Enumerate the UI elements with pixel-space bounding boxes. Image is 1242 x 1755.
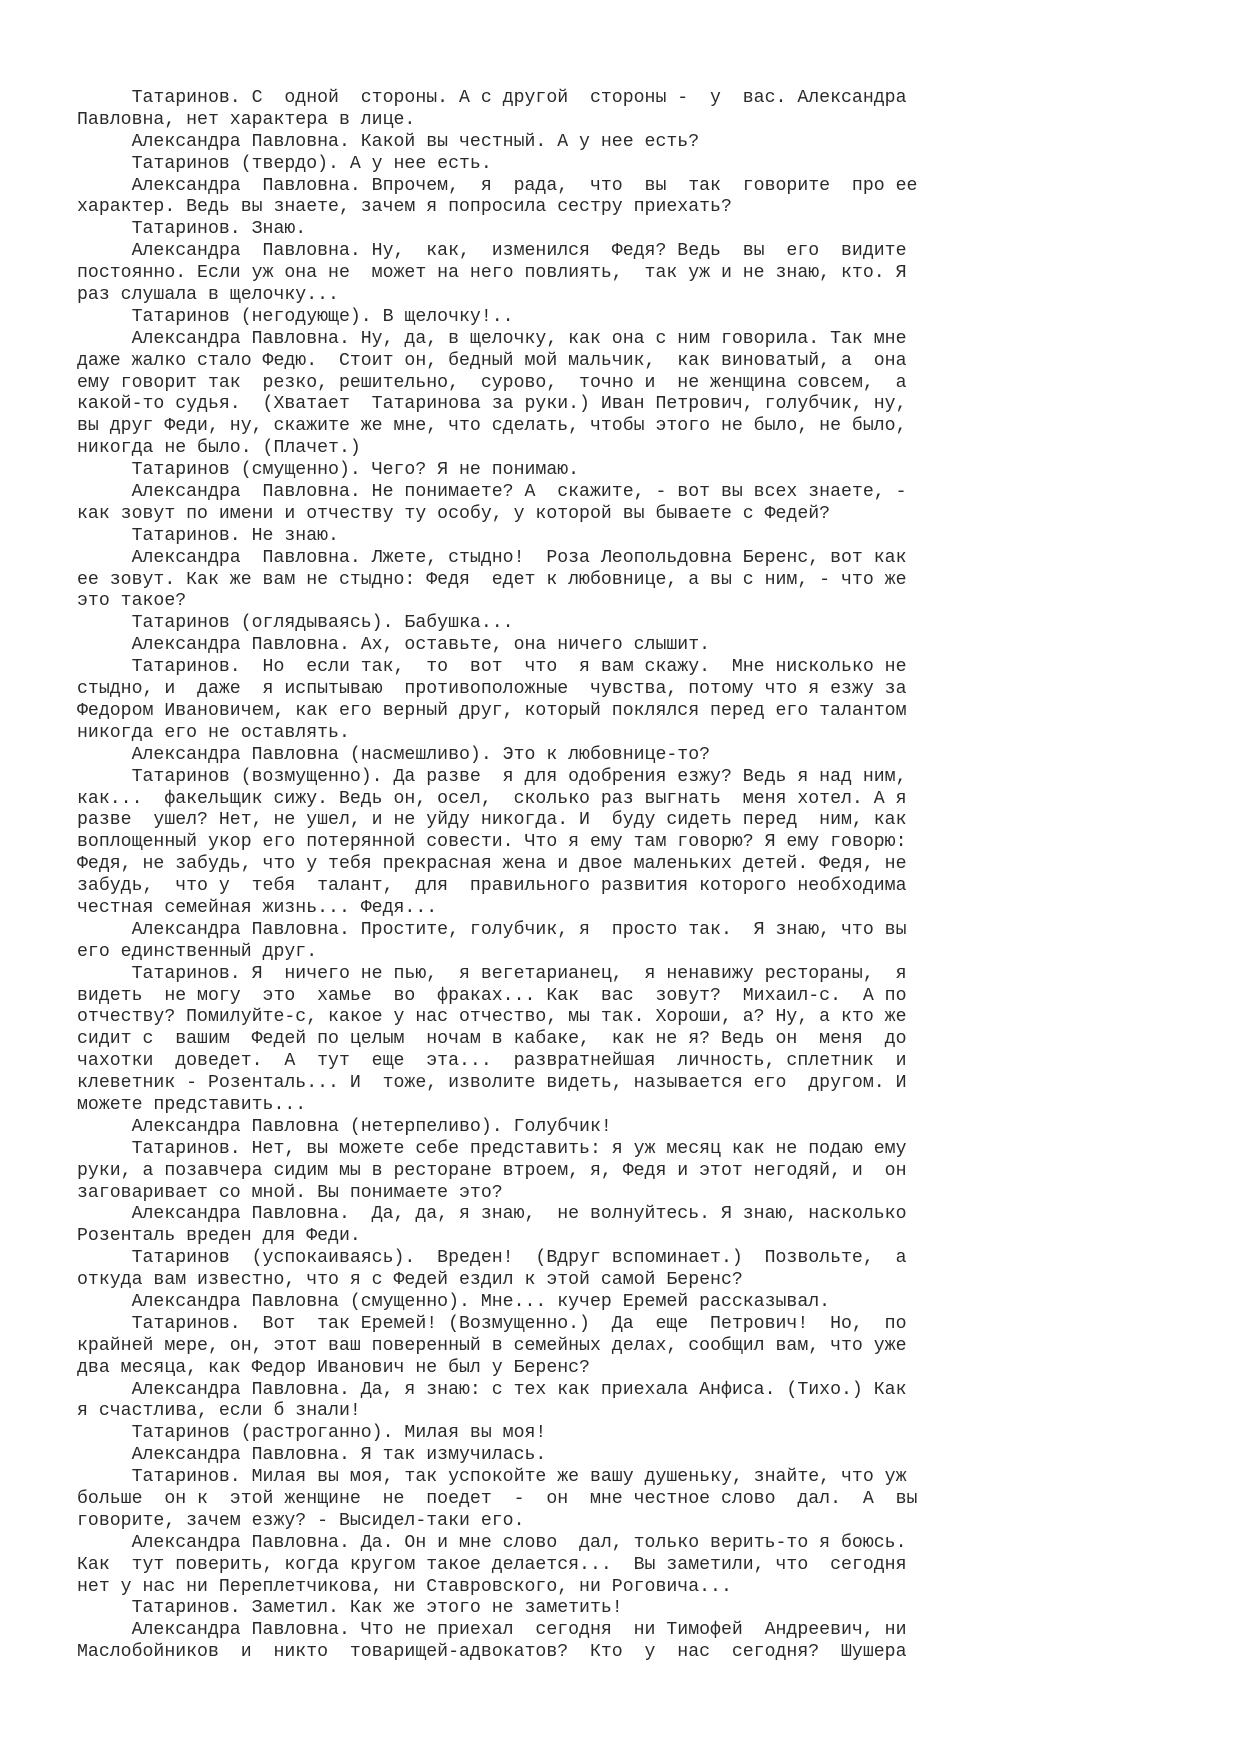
text-line: Павловна, нет характера в лице. xyxy=(77,109,416,130)
text-line: забудь, что у тебя талант, для правильного развития которого необходима xyxy=(77,876,907,897)
text-line: говорите, зачем езжу? - Высидел-таки его. xyxy=(77,1510,525,1531)
document-page xyxy=(77,88,1027,1664)
text-line: как... факельщик сижу. Ведь он, осел, сколько раз выгнать меня хотел. А я xyxy=(77,788,907,809)
text-line: какой-то судья. (Хватает Татаринова за руки.) Иван Петрович, голубчик, ну, xyxy=(77,394,907,415)
text-line: Александра Павловна. Простите, голубчик, я просто так. Я знаю, что вы xyxy=(77,919,907,940)
text-line: отчеству? Помилуйте-с, какое у нас отчество, мы так. Хороши, а? Ну, а кто же xyxy=(77,1007,907,1028)
text-line: можете представить... xyxy=(77,1094,307,1115)
text-line: раз слушала в щелочку... xyxy=(77,285,339,306)
text-line: заговаривает со мной. Вы понимаете это? xyxy=(77,1182,503,1203)
text-line: характер. Ведь вы знаете, зачем я попросила сестру приехать? xyxy=(77,197,732,218)
text-line: Александра Павловна. Что не приехал сегодня ни Тимофей Андреевич, ни xyxy=(77,1620,907,1641)
text-line: Татаринов. Вот так Еремей! (Возмущенно.) Да еще Петрович! Но, по xyxy=(77,1313,907,1334)
text-line: Александра Павловна. Лжете, стыдно! Роза Леопольдовна Беренс, вот как xyxy=(77,547,907,568)
text-line: Александра Павловна. Ах, оставьте, она ничего слышит. xyxy=(77,635,711,656)
text-line: ему говорит так резко, решительно, сурово, точно и не женщина совсем, а xyxy=(77,372,907,393)
text-line: Татаринов. Нет, вы можете себе представить: я уж месяц как не подаю ему xyxy=(77,1138,907,1159)
text-line: Маслобойников и никто товарищей-адвокатов? Кто у нас сегодня? Шушера xyxy=(77,1642,907,1663)
text-line: Розенталь вреден для Феди. xyxy=(77,1226,361,1247)
text-line: руки, а позавчера сидим мы в ресторане втроем, я, Федя и этот негодяй, и он xyxy=(77,1160,907,1181)
text-line: никогда его не оставлять. xyxy=(77,722,350,743)
text-line: его единственный друг. xyxy=(77,941,318,962)
text-line: Александра Павловна (нетерпеливо). Голубчик! xyxy=(77,1116,612,1137)
text-line: даже жалко стало Федю. Стоит он, бедный мой мальчик, как виноватый, а она xyxy=(77,350,907,371)
text-line: нет у нас ни Переплетчикова, ни Ставровского, ни Роговича... xyxy=(77,1576,732,1597)
text-line: Федя, не забудь, что у тебя прекрасная жена и двое маленьких детей. Федя, не xyxy=(77,854,907,875)
text-line: Александра Павловна. Не понимаете? А скажите, - вот вы всех знаете, - xyxy=(77,482,907,503)
text-line: Александра Павловна. Какой вы честный. А у нее есть? xyxy=(77,131,700,152)
text-line: откуда вам известно, что я с Федей ездил к этой самой Беренс? xyxy=(77,1270,743,1291)
text-line: Александра Павловна (насмешливо). Это к любовнице-то? xyxy=(77,744,711,765)
text-line: Александра Павловна. Ну, да, в щелочку, как она с ним говорила. Так мне xyxy=(77,328,907,349)
text-line: два месяца, как Федор Иванович не был у Беренс? xyxy=(77,1357,590,1378)
text-line: Татаринов (растроганно). Милая вы моя! xyxy=(77,1423,547,1444)
text-line: Александра Павловна (смущенно). Мне... кучер Еремей рассказывал. xyxy=(77,1291,831,1312)
text-line: Татаринов (возмущенно). Да разве я для одобрения езжу? Ведь я над ним, xyxy=(77,766,907,787)
text-line: крайней мере, он, этот ваш поверенный в семейных делах, сообщил вам, что уже xyxy=(77,1335,907,1356)
text-line: Татаринов (успокаиваясь). Вреден! (Вдруг вспоминает.) Позвольте, а xyxy=(77,1248,907,1269)
text-line: я счастлива, если б знали! xyxy=(77,1401,361,1422)
text-line: клеветник - Розенталь... И тоже, изволите видеть, называется его другом. И xyxy=(77,1073,907,1094)
text-line: честная семейная жизнь... Федя... xyxy=(77,897,438,918)
text-line: Федором Ивановичем, как его верный друг, который поклялся перед его талантом xyxy=(77,700,907,721)
text-line: Татаринов (смущенно). Чего? Я не понимаю. xyxy=(77,460,580,481)
text-line: сидит с вашим Федей по целым ночам в кабаке, как не я? Ведь он меня до xyxy=(77,1029,907,1050)
text-line: воплощенный укор его потерянной совести. Что я ему там говорю? Я ему говорю: xyxy=(77,832,907,853)
text-line: никогда не было. (Плачет.) xyxy=(77,438,361,459)
text-line: разве ушел? Нет, не ушел, и не уйду никогда. И буду сидеть перед ним, как xyxy=(77,810,907,831)
text-line: Александра Павловна. Да. Он и мне слово дал, только верить-то я боюсь. xyxy=(77,1532,907,1553)
text-line: стыдно, и даже я испытываю противоположные чувства, потому что я езжу за xyxy=(77,679,907,700)
text-line: вы друг Феди, ну, скажите же мне, что сделать, чтобы этого не было, не было, xyxy=(77,416,907,437)
text-line: чахотки доведет. А тут еще эта... развратнейшая личность, сплетник и xyxy=(77,1051,907,1072)
text-line: ее зовут. Как же вам не стыдно: Федя едет к любовнице, а вы с ним, - что же xyxy=(77,569,907,590)
text-line: Александра Павловна. Ну, как, изменился Федя? Ведь вы его видите xyxy=(77,241,907,262)
text-line: это такое? xyxy=(77,591,187,612)
text-line: Татаринов (твердо). А у нее есть. xyxy=(77,153,492,174)
text-line: Татаринов. Но если так, то вот что я вам скажу. Мне нисколько не xyxy=(77,657,907,678)
text-line: Татаринов. Заметил. Как же этого не заметить! xyxy=(77,1598,623,1619)
text-line: Александра Павловна. Я так измучилась. xyxy=(77,1445,547,1466)
text-line: Татаринов (негодующе). В щелочку!.. xyxy=(77,306,514,327)
text-line: Татаринов. Знаю. xyxy=(77,219,307,240)
text-line: Татаринов. Не знаю. xyxy=(77,525,339,546)
text-line: Татаринов. С одной стороны. А с другой стороны - у вас. Александра xyxy=(77,88,907,108)
text-line: постоянно. Если уж она не может на него повлиять, так уж и не знаю, кто. Я xyxy=(77,263,907,284)
text-line: Александра Павловна. Да, да, я знаю, не волнуйтесь. Я знаю, насколько xyxy=(77,1204,907,1225)
text-line: Александра Павловна. Впрочем, я рада, что вы так говорите про ее xyxy=(77,175,918,196)
text-line: видеть не могу это хамье во фраках... Как вас зовут? Михаил-с. А по xyxy=(77,985,907,1006)
text-line: как зовут по имени и отчеству ту особу, у которой вы бываете с Федей? xyxy=(77,503,831,524)
text-line: Александра Павловна. Да, я знаю: с тех как приехала Анфиса. (Тихо.) Как xyxy=(77,1379,907,1400)
text-line: Татаринов. Я ничего не пью, я вегетарианец, я ненавижу рестораны, я xyxy=(77,963,907,984)
text-line: Как тут поверить, когда кругом такое делается... Вы заметили, что сегодня xyxy=(77,1554,907,1575)
text-line: больше он к этой женщине не поедет - он мне честное слово дал. А вы xyxy=(77,1489,918,1509)
text-line: Татаринов. Милая вы моя, так успокойте же вашу душеньку, знайте, что уж xyxy=(77,1467,907,1488)
text-line: Татаринов (оглядываясь). Бабушка... xyxy=(77,613,514,634)
